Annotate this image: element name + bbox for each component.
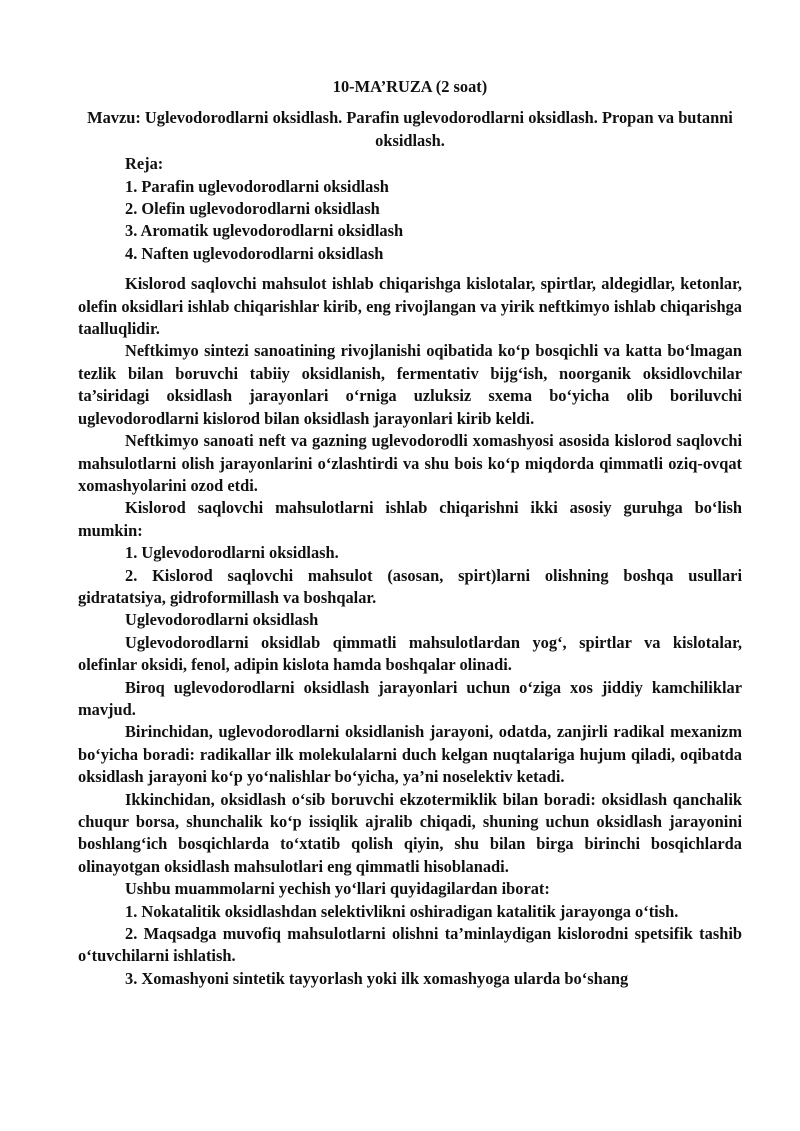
plan-item: 3. Aromatik uglevodorodlarni oksidlash <box>125 221 404 241</box>
paragraph: Birinchidan, uglevodorodlarni oksidlanish jarayoni, odatda, zanjirli radikal mexanizm bo‘yicha boradi: radikallar ilk molekulalarni duch kelgan nuqtalariga hujum qiladi, oqibatda oksidlash jarayoni ko‘p yo‘nalishlar bo‘yicha, ya’ni noselektiv ketadi. <box>78 722 742 787</box>
plan-item: 2. Olefin uglevodorodlarni oksidlash <box>125 199 380 219</box>
section-heading: Uglevodorodlarni oksidlash <box>125 610 319 630</box>
paragraph: 1. Uglevodorodlarni oksidlash. <box>125 543 339 563</box>
paragraph: 2. Maqsadga muvofiq mahsulotlarni olishni ta’minlaydigan kislorodni spetsifik tashib o‘tuvchilarni ishlatish. <box>78 924 742 966</box>
lecture-title: 10-MA’RUZA (2 soat) <box>332 77 488 96</box>
body-text <box>78 273 742 990</box>
paragraph: Kislorod saqlovchi mahsulotlarni ishlab chiqarishni ikki asosiy guruhga bo‘lish mumkin: <box>78 498 742 540</box>
paragraph: Neftkimyo sanoati neft va gazning uglevodorodli xomashyosi asosida kislorod saqlovchi mahsulotlarni olish jarayonlarini o‘zlashtirdi va shu bois ko‘p miqdorda qimmatli oziq-ovqat xomashyolarini ozod etdi. <box>78 431 742 495</box>
lecture-subject: Mavzu: Uglevodorodlarni oksidlash. Parafin uglevodorodlarni oksidlash. Propan va butanni oksidlash. <box>87 108 733 150</box>
paragraph: 2. Kislorod saqlovchi mahsulot (asosan, spirt)larni olishning boshqa usullari gidratatsiya, gidroformillash va boshqalar. <box>78 565 742 607</box>
plan-heading: Reja: <box>125 154 164 174</box>
plan-item: 1. Parafin uglevodorodlarni oksidlash <box>125 176 389 196</box>
paragraph: Kislorod saqlovchi mahsulot ishlab chiqarishga kislotalar, spirtlar, aldegidlar, ketonlar, olefin oksidlari ishlab chiqarishlar kirib, eng rivojlangan va yirik neftkimyo ishlab chiqarishga taalluqlidir. <box>78 274 742 339</box>
paragraph: Ikkinchidan, oksidlash o‘sib boruvchi ekzotermiklik bilan boradi: oksidlash qanchalik chuqur borsa, shunchalik ko‘p issiqlik ajralib chiqadi, shuning uchun oksidlash jarayonini boshlang‘ich bosqichlarda to‘xtatib qolish qiyin, shu bilan birga birinchi bosqichlarda olinayotgan oksidlash mahsulotlari eng qimmatli hisoblanadi. <box>78 789 742 876</box>
plan-item: 4. Naften uglevodorodlarni oksidlash <box>125 243 384 263</box>
paragraph: Ushbu muammolarni yechish yo‘llari quyidagilardan iborat: <box>125 879 550 899</box>
plan-block <box>78 153 742 265</box>
paragraph: Uglevodorodlarni oksidlab qimmatli mahsulotlardan yog‘, spirtlar va kislotalar, olefinlar oksidi, fenol, adipin kislota hamda boshqalar olinadi. <box>78 632 742 675</box>
paragraph: Neftkimyo sintezi sanoatining rivojlanishi oqibatida ko‘p bosqichli va katta bo‘lmagan tezlik bilan boruvchi tabiiy oksidlanish, fermentativ bijg‘ish, noorganik oksidlovchilar ta’siridagi oksidlash jarayonlari o‘rniga uzluksiz sxema bo‘yicha olib boriluvchi uglevodorodlarni kislorod bilan oksidlash jarayonlari kirib keldi. <box>78 341 742 428</box>
paragraph: 3. Xomashyoni sintetik tayyorlash yoki ilk xomashyoga ularda bo‘shang <box>125 968 629 988</box>
paragraph: Biroq uglevodorodlarni oksidlash jarayonlari uchun o‘ziga xos jiddiy kamchiliklar mavjud. <box>78 677 742 719</box>
paragraph: 1. Nokatalitik oksidlashdan selektivlikni oshiradigan katalitik jarayonga o‘tish. <box>125 901 679 921</box>
